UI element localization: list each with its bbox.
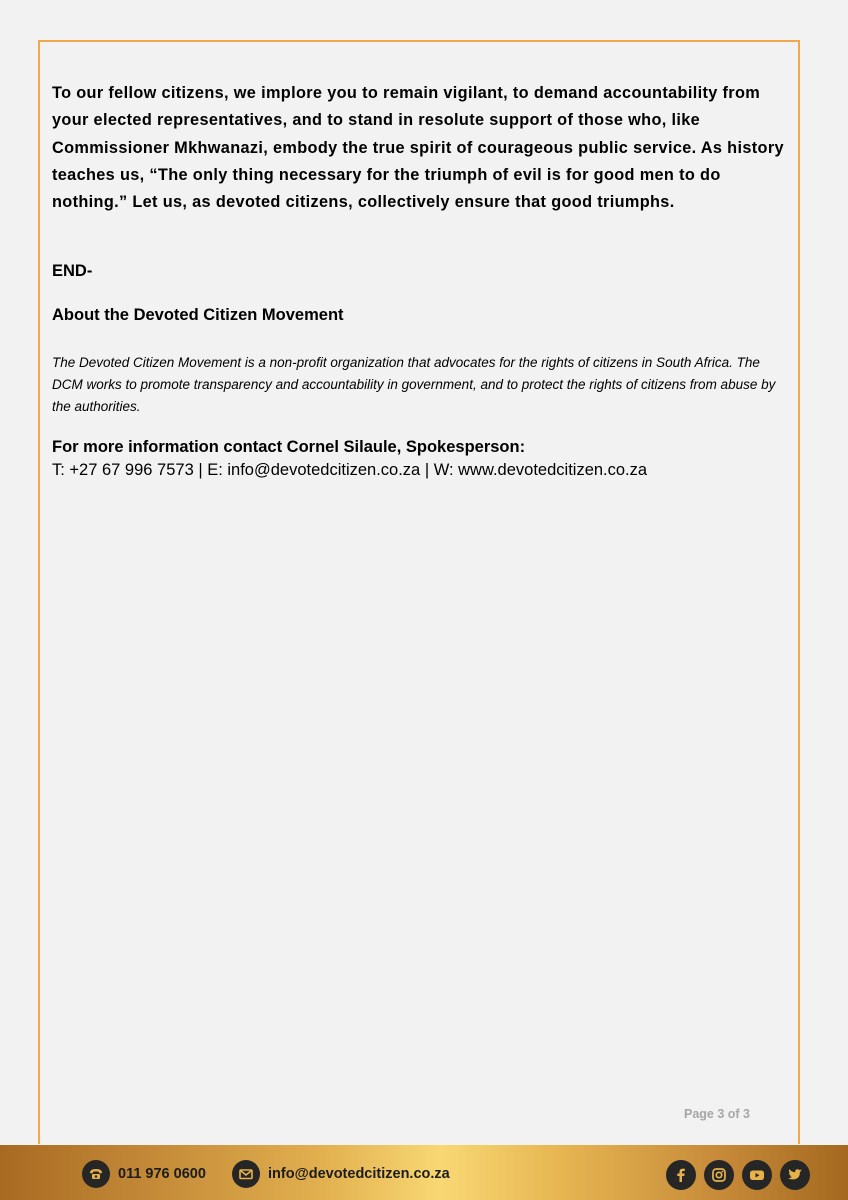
body-paragraph: To our fellow citizens, we implore you to remain vigilant, to demand accountability from your elected representatives, and to stand in resolute support of those who, like Commissioner Mkhwanazi, embody the true spirit of courageous public service. As history teaches us, “The only thing necessary for the triumph of evil is for good men to do nothing.” Let us, as devoted citizens, collectively ensure that good triumphs. xyxy=(52,84,784,212)
contact-details: T: +27 67 996 7573 | E: info@devotedcitizen.co.za | W: www.devotedcitizen.co.za xyxy=(52,461,648,479)
footer-email-address: info@devotedcitizen.co.za xyxy=(268,1166,450,1182)
end-marker: END- xyxy=(52,262,93,280)
youtube-icon[interactable] xyxy=(742,1160,772,1190)
facebook-icon[interactable] xyxy=(666,1160,696,1190)
envelope-icon xyxy=(232,1160,260,1188)
footer-email[interactable] xyxy=(232,1160,450,1188)
phone-icon xyxy=(82,1160,110,1188)
contact-heading: For more information contact Cornel Silaule, Spokesperson: xyxy=(52,438,526,456)
about-text: The Devoted Citizen Movement is a non-profit organization that advocates for the rights of citizens in South Africa. The DCM works to promote transparency and accountability in government, and to protect the rights of citizens from abuse by the authorities. xyxy=(52,355,776,414)
about-heading: About the Devoted Citizen Movement xyxy=(52,306,344,324)
page-number: Page 3 of 3 xyxy=(684,1107,750,1121)
footer-phone-number: 011 976 0600 xyxy=(118,1166,206,1182)
instagram-icon[interactable] xyxy=(704,1160,734,1190)
footer-phone[interactable] xyxy=(82,1160,206,1188)
twitter-icon[interactable] xyxy=(780,1160,810,1190)
